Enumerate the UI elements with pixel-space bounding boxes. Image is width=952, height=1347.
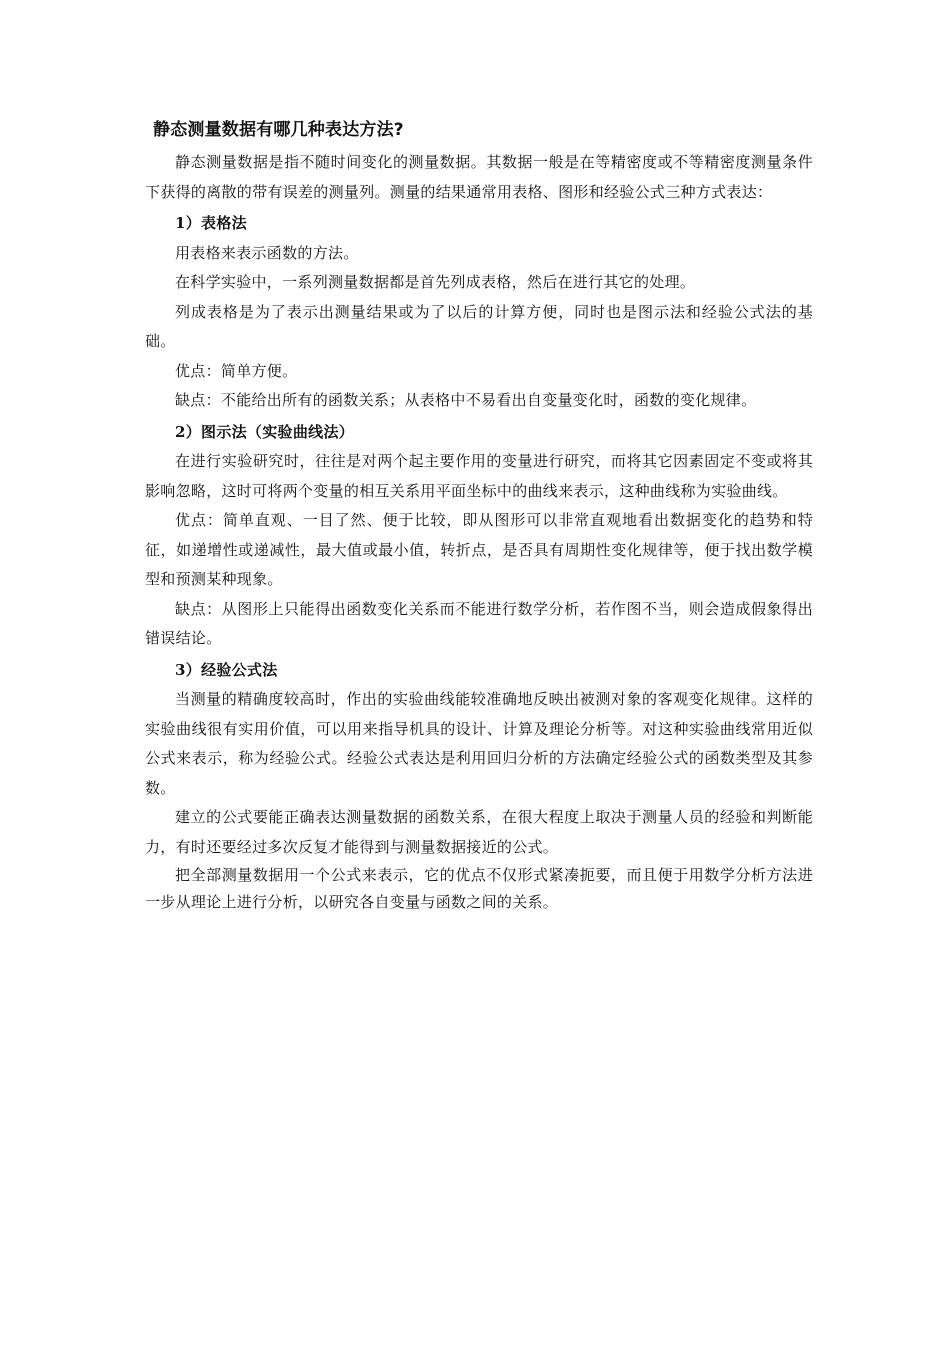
document-page: [145, 112, 813, 916]
paragraph: 缺点：从图形上只能得出函数变化关系而不能进行数学分析，若作图不当，则会造成假象得出错误结论。: [145, 599, 813, 647]
document-title: 静态测量数据有哪几种表达方法?: [153, 120, 404, 140]
paragraph: 把全部测量数据用一个公式来表示，它的优点不仅形式紧凑扼要，而且便于用数学分析方法进一步从理论上进行分析，以研究各自变量与函数之间的关系。: [145, 866, 813, 911]
section-graph-method: [145, 418, 813, 654]
paragraph: 建立的公式要能正确表达测量数据的函数关系，在很大程度上取决于测量人员的经验和判断能力，有时还要经过多次反复才能得到与测量数据接近的公式。: [145, 808, 813, 856]
section-formula-method: [145, 656, 813, 917]
section-heading: 1）表格法: [175, 214, 247, 232]
paragraph: 在进行实验研究时，往往是对两个起主要作用的变量进行研究，而将其它因素固定不变或将其影响忽略，这时可将两个变量的相互关系用平面坐标中的曲线来表示，这种曲线称为实验曲线。: [145, 452, 813, 500]
paragraph: 优点：简单直观、一目了然、便于比较，即从图形可以非常直观地看出数据变化的趋势和特征，如递增性或递减性，最大值或最小值，转折点，是否具有周期性变化规律等，便于找出数学模型和预测某种现象。: [145, 511, 813, 588]
section-heading: 3）经验公式法: [175, 660, 278, 679]
section-heading: 2）图示法（实验曲线法）: [175, 422, 355, 441]
intro-paragraph: 静态测量数据是指不随时间变化的测量数据。其数据一般是在等精密度或不等精密度测量条件下获得的离散的带有误差的测量列。测量的结果通常用表格、图形和经验公式三种方式表达：: [145, 153, 813, 201]
paragraph: 当测量的精确度较高时，作出的实验曲线能较准确地反映出被测对象的客观变化规律。这样的实验曲线很有实用价值，可以用来指导机具的设计、计算及理论分析等。对这种实验曲线常用近似公式来表示，称为经验公式。经验公式表达是利用回归分析的方法确定经验公式的函数类型及其参数。: [145, 690, 813, 797]
paragraph: 缺点：不能给出所有的函数关系；从表格中不易看出自变量变化时，函数的变化规律。: [175, 391, 757, 409]
paragraph: 在科学实验中，一系列测量数据都是首先列成表格，然后在进行其它的处理。: [175, 273, 696, 291]
paragraph: 用表格来表示函数的方法。: [175, 243, 359, 262]
paragraph: 列成表格是为了表示出测量结果或为了以后的计算方便，同时也是图示法和经验公式法的基础。: [145, 302, 813, 350]
paragraph: 优点：简单方便。: [175, 361, 298, 380]
section-table-method: [145, 209, 813, 416]
